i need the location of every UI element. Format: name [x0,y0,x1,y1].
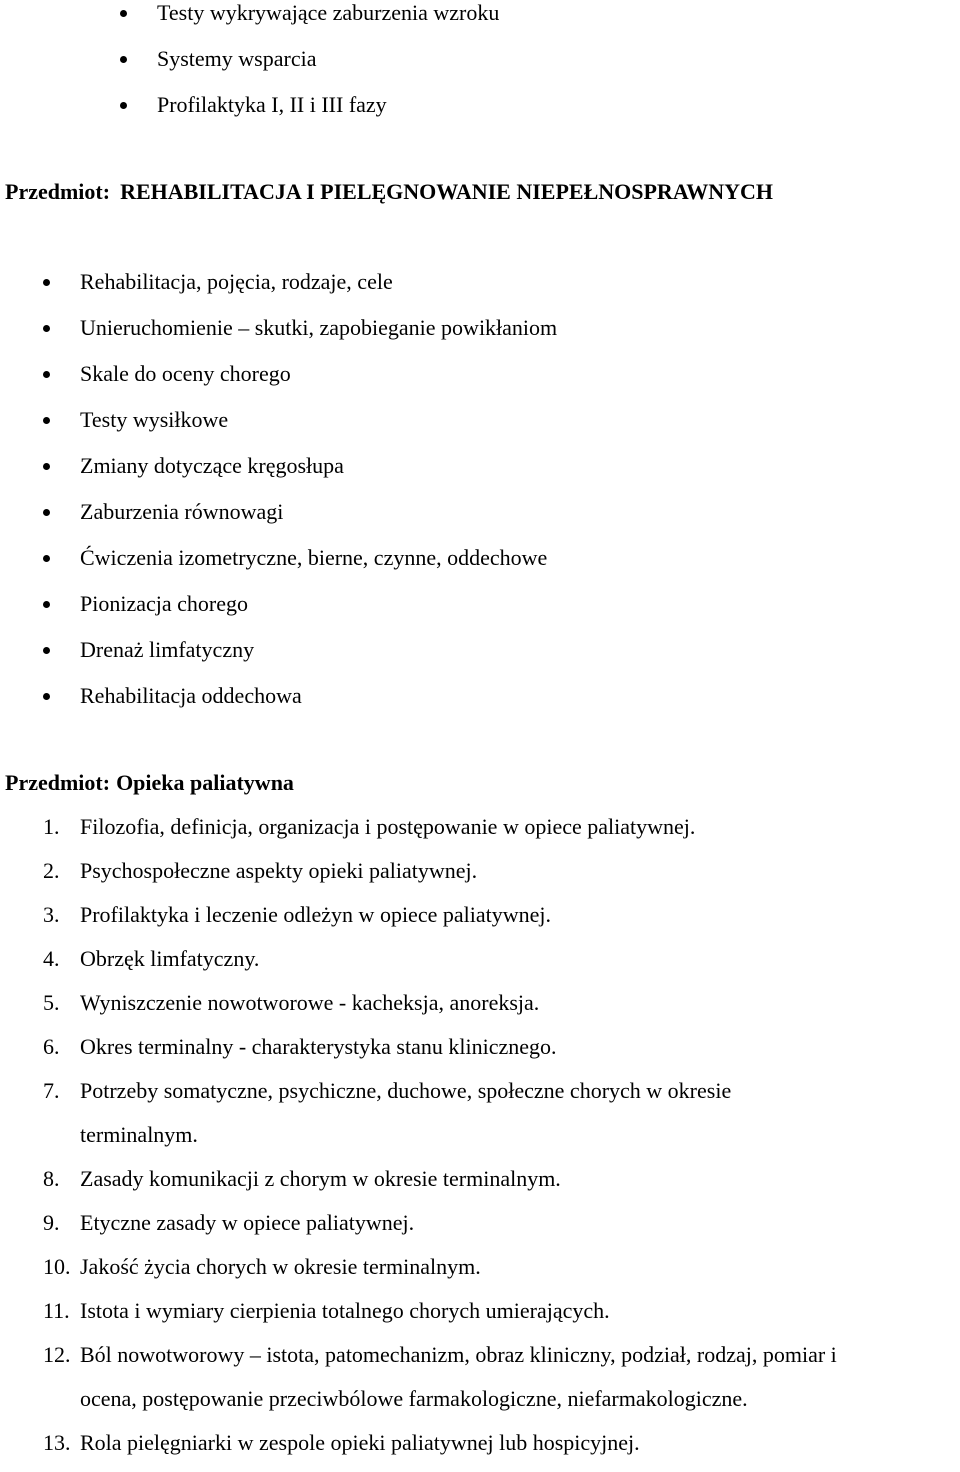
item-number: 1. [43,814,60,839]
item-number: 9. [43,1210,60,1235]
item-text: Zasady komunikacji z chorym w okresie terminalnym. [80,1166,561,1191]
item-text: Obrzęk limfatyczny. [80,946,260,971]
heading-subject: Opieka paliatywna [116,770,294,795]
bullet-icon [43,509,50,516]
list-item [0,812,837,842]
item-number: 3. [43,902,60,927]
item-text: Profilaktyka i leczenie odleżyn w opiece paliatywnej. [80,902,551,927]
item-text: Filozofia, definicja, organizacja i postępowanie w opiece paliatywnej. [80,814,696,839]
bullet-icon [120,10,127,17]
bullet-icon [43,693,50,700]
item-text: Jakość życia chorych w okresie terminalnym. [80,1254,481,1279]
bullet-icon [120,56,127,63]
list-item [0,988,837,1018]
list-item: Profilaktyka I, II i III fazy [0,90,499,136]
item-number: 6. [43,1034,60,1059]
list-item [0,1076,837,1150]
item-number: 4. [43,946,60,971]
list-item [0,856,837,886]
palliative-section-heading [5,768,294,798]
list-item [0,1164,837,1194]
item-text: Wyniszczenie nowotworowe - kacheksja, anoreksja. [80,990,540,1015]
list-item: Pionizacja chorego [0,589,557,635]
item-number: 10. [43,1254,71,1279]
item-number: 8. [43,1166,60,1191]
item-number: 12. [43,1342,71,1367]
item-text: Psychospołeczne aspekty opieki paliatywnej. [80,858,478,883]
list-item: Ćwiczenia izometryczne, bierne, czynne, oddechowe [0,543,557,589]
list-item [0,944,837,974]
item-text: Okres terminalny - charakterystyka stanu klinicznego. [80,1034,557,1059]
list-item [0,1032,837,1062]
bullet-icon [120,102,127,109]
bullet-icon [43,371,50,378]
bullet-icon [43,279,50,286]
list-item: Drenaż limfatyczny [0,635,557,681]
item-text: Rola pielęgniarki w zespole opieki paliatywnej lub hospicyjnej. [80,1430,640,1455]
item-text-continuation: terminalnym. [80,1122,198,1147]
bullet-icon [43,555,50,562]
bullet-icon [43,463,50,470]
list-item [0,1208,837,1238]
list-item [0,1340,837,1414]
item-text: Etyczne zasady w opiece paliatywnej. [80,1210,415,1235]
heading-prefix: Przedmiot: [5,179,111,204]
heading-subject: REHABILITACJA I PIELĘGNOWANIE NIEPEŁNOSPRAWNYCH [120,179,774,204]
item-text: Ból nowotworowy – istota, patomechanizm, obraz kliniczny, podział, rodzaj, pomiar i [80,1342,837,1367]
item-number: 2. [43,858,60,883]
top-bullet-list [0,0,499,136]
list-item: Zmiany dotyczące kręgosłupa [0,451,557,497]
list-item: Rehabilitacja, pojęcia, rodzaje, cele [0,267,557,313]
palliative-numbered-list [0,812,837,1472]
item-text: Potrzeby somatyczne, psychiczne, duchowe, społeczne chorych w okresie [80,1078,732,1103]
list-item: Testy wykrywające zaburzenia wzroku [0,0,499,44]
item-number: 7. [43,1078,60,1103]
list-item: Systemy wsparcia [0,44,499,90]
rehab-section-heading [5,177,773,207]
bullet-icon [43,647,50,654]
list-item: Skale do oceny chorego [0,359,557,405]
list-item [0,900,837,930]
list-item [0,1252,837,1282]
list-item [0,1296,837,1326]
bullet-icon [43,601,50,608]
list-item: Unieruchomienie – skutki, zapobieganie powikłaniom [0,313,557,359]
bullet-icon [43,417,50,424]
list-item: Testy wysiłkowe [0,405,557,451]
list-item: Rehabilitacja oddechowa [0,681,557,727]
item-number: 5. [43,990,60,1015]
list-item: Zaburzenia równowagi [0,497,557,543]
item-text-continuation: ocena, postępowanie przeciwbólowe farmakologiczne, niefarmakologiczne. [80,1386,748,1411]
rehab-bullet-list [0,267,557,727]
bullet-icon [43,325,50,332]
item-text: Istota i wymiary cierpienia totalnego chorych umierających. [80,1298,610,1323]
list-item [0,1428,837,1458]
item-number: 13. [43,1430,71,1455]
heading-prefix: Przedmiot: [5,770,111,795]
item-number: 11. [43,1298,70,1323]
